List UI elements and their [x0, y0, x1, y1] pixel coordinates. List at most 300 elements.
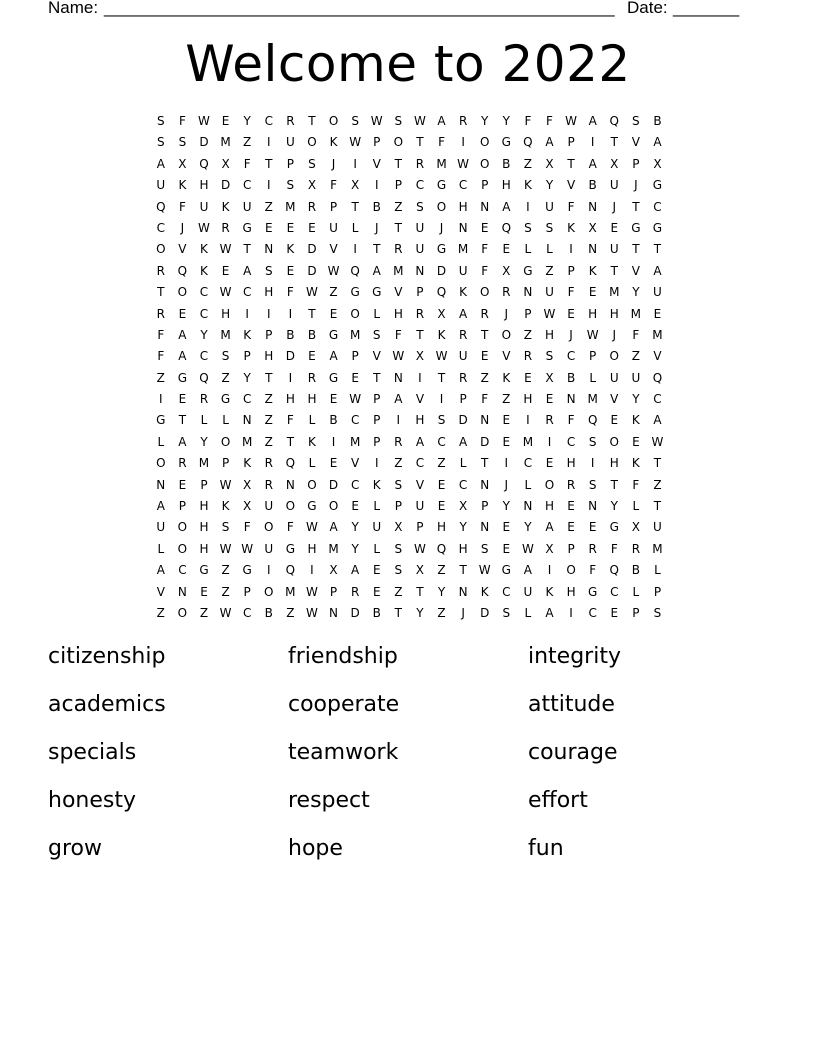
grid-letter: T: [394, 156, 402, 171]
grid-letter: A: [545, 135, 554, 150]
grid-letter: Q: [199, 370, 209, 385]
grid-letter: T: [394, 220, 402, 235]
grid-letter: F: [286, 413, 294, 428]
grid-letter: J: [374, 220, 379, 235]
grid-letter: A: [588, 156, 597, 171]
grid-letter: K: [545, 584, 554, 599]
grid-letter: W: [306, 584, 318, 599]
grid-letter: E: [588, 285, 597, 300]
grid-letter: E: [286, 220, 295, 235]
grid-letter: E: [610, 220, 619, 235]
grid-letter: M: [241, 434, 253, 449]
grid-letter: T: [308, 306, 316, 321]
grid-letter: Z: [502, 392, 511, 407]
grid-letter: R: [221, 220, 230, 235]
grid-letter: Q: [177, 263, 188, 278]
grid-letter: W: [586, 327, 599, 342]
grid-letter: P: [373, 434, 381, 449]
grid-letter: P: [589, 349, 597, 364]
grid-letter: R: [502, 285, 511, 300]
grid-letter: E: [329, 392, 338, 407]
grid-letter: W: [219, 541, 232, 556]
grid-letter: C: [502, 584, 511, 599]
grid-letter: G: [523, 263, 533, 278]
grid-row: [150, 175, 669, 196]
grid-letter: P: [567, 263, 575, 278]
grid-letter: H: [264, 285, 274, 300]
grid-letter: W: [219, 285, 232, 300]
grid-letter: I: [590, 456, 595, 471]
grid-letter: N: [588, 242, 598, 257]
word-list-item: teamwork: [288, 740, 399, 765]
grid-letter: I: [310, 563, 314, 578]
grid-letter: B: [286, 327, 295, 342]
grid-letter: L: [308, 413, 316, 428]
grid-letter: T: [416, 584, 424, 599]
grid-letter: C: [566, 434, 576, 449]
grid-letter: X: [394, 520, 403, 535]
grid-letter: L: [157, 434, 165, 449]
grid-row: [150, 346, 669, 367]
grid-letter: I: [396, 413, 401, 428]
grid-letter: X: [415, 563, 425, 578]
grid-letter: T: [632, 199, 640, 214]
grid-letter: T: [243, 242, 251, 257]
grid-letter: S: [351, 114, 359, 128]
grid-letter: S: [221, 520, 230, 535]
grid-letter: B: [566, 370, 576, 385]
grid-letter: P: [373, 413, 381, 428]
grid-letter: N: [177, 584, 187, 599]
grid-letter: Z: [286, 605, 295, 620]
grid-letter: F: [567, 413, 575, 428]
grid-letter: F: [567, 285, 575, 300]
grid-letter: H: [199, 520, 209, 535]
grid-letter: X: [351, 178, 360, 193]
grid-row: [150, 432, 669, 453]
grid-letter: J: [569, 327, 573, 342]
grid-letter: P: [567, 135, 575, 150]
grid-letter: W: [306, 520, 318, 535]
grid-letter: I: [569, 242, 573, 257]
grid-letter: Y: [502, 499, 510, 514]
grid-letter: N: [242, 413, 252, 428]
grid-letter: W: [651, 434, 664, 449]
grid-letter: J: [439, 220, 444, 235]
grid-letter: L: [373, 499, 381, 514]
grid-letter: H: [458, 199, 468, 214]
grid-letter: K: [588, 263, 597, 278]
grid-letter: C: [199, 285, 209, 300]
grid-letter: L: [524, 605, 532, 620]
grid-letter: W: [543, 306, 556, 321]
grid-letter: I: [547, 563, 552, 578]
grid-row: [150, 517, 669, 538]
grid-letter: F: [610, 541, 618, 556]
grid-letter: J: [331, 156, 336, 171]
grid-row: [150, 218, 669, 239]
grid-letter: P: [416, 285, 424, 300]
grid-letter: B: [307, 327, 317, 342]
grid-letter: P: [243, 349, 251, 364]
grid-letter: R: [394, 434, 403, 449]
grid-letter: G: [652, 178, 663, 193]
grid-letter: E: [437, 499, 446, 514]
grid-letter: F: [394, 327, 402, 342]
grid-letter: I: [331, 434, 336, 449]
grid-letter: W: [478, 563, 491, 578]
grid-letter: E: [178, 392, 187, 407]
grid-letter: A: [545, 605, 554, 620]
grid-letter: H: [523, 392, 533, 407]
grid-letter: P: [351, 349, 359, 364]
grid-row: [150, 496, 669, 517]
grid-letter: G: [436, 178, 447, 193]
grid-letter: I: [374, 456, 379, 471]
grid-letter: H: [588, 306, 598, 321]
grid-letter: W: [198, 114, 210, 128]
name-label: Name:: [48, 0, 99, 17]
grid-letter: E: [480, 220, 489, 235]
grid-row: [150, 154, 669, 175]
grid-letter: Q: [350, 263, 360, 278]
grid-letter: V: [415, 477, 425, 492]
grid-letter: K: [243, 327, 252, 342]
grid-letter: E: [372, 584, 381, 599]
grid-letter: I: [569, 605, 573, 620]
grid-letter: T: [610, 263, 618, 278]
grid-letter: I: [288, 306, 293, 321]
grid-letter: G: [609, 520, 619, 535]
grid-letter: U: [545, 199, 554, 214]
grid-letter: C: [242, 285, 252, 300]
grid-letter: I: [159, 392, 163, 407]
grid-letter: O: [307, 135, 317, 150]
grid-letter: S: [286, 178, 295, 193]
grid-letter: R: [286, 114, 295, 128]
word-list-item: courage: [528, 740, 618, 765]
grid-letter: C: [264, 114, 273, 128]
grid-letter: T: [481, 327, 489, 342]
grid-letter: H: [501, 178, 511, 193]
grid-letter: U: [264, 541, 274, 556]
grid-letter: M: [285, 199, 296, 214]
grid-letter: W: [370, 114, 383, 128]
grid-letter: H: [609, 306, 619, 321]
grid-letter: K: [200, 263, 208, 278]
grid-letter: G: [199, 563, 209, 578]
grid-letter: H: [415, 413, 425, 428]
grid-letter: S: [394, 541, 403, 556]
grid-letter: S: [545, 220, 554, 235]
grid-letter: T: [394, 605, 402, 620]
grid-letter: A: [523, 563, 532, 578]
grid-letter: A: [415, 434, 425, 449]
grid-letter: C: [242, 178, 252, 193]
word-list-item: attitude: [528, 692, 615, 717]
grid-letter: H: [221, 306, 231, 321]
grid-row: [150, 132, 669, 153]
grid-letter: R: [178, 456, 187, 471]
grid-letter: X: [243, 477, 252, 492]
grid-letter: K: [502, 370, 511, 385]
grid-letter: U: [156, 178, 166, 193]
grid-row: [150, 282, 669, 303]
grid-letter: A: [437, 114, 446, 128]
grid-letter: O: [501, 327, 512, 342]
grid-letter: P: [373, 392, 381, 407]
grid-letter: P: [329, 199, 338, 214]
grid-letter: T: [567, 156, 575, 171]
grid-letter: N: [566, 392, 576, 407]
grid-letter: M: [198, 456, 210, 471]
grid-letter: D: [307, 263, 317, 278]
grid-letter: P: [632, 156, 640, 171]
grid-letter: R: [307, 370, 317, 385]
grid-letter: V: [394, 285, 403, 300]
word-list: [48, 640, 768, 880]
grid-letter: W: [198, 220, 210, 235]
grid-letter: S: [394, 563, 403, 578]
grid-letter: S: [588, 477, 597, 492]
grid-letter: K: [329, 135, 338, 150]
grid-row: [150, 539, 669, 560]
grid-letter: M: [220, 135, 231, 150]
grid-letter: F: [243, 520, 251, 535]
grid-letter: L: [222, 413, 229, 428]
word-list-item: friendship: [288, 644, 398, 669]
grid-letter: E: [178, 477, 187, 492]
grid-letter: B: [372, 605, 381, 620]
grid-letter: E: [437, 477, 446, 492]
grid-letter: Z: [523, 156, 532, 171]
grid-letter: M: [349, 434, 361, 449]
grid-letter: U: [415, 242, 425, 257]
grid-letter: N: [588, 199, 598, 214]
grid-letter: K: [221, 499, 230, 514]
grid-letter: H: [307, 392, 317, 407]
grid-letter: H: [393, 306, 403, 321]
grid-letter: Q: [436, 285, 447, 300]
grid-letter: C: [458, 178, 468, 193]
grid-letter: H: [609, 456, 619, 471]
grid-letter: Y: [632, 285, 640, 300]
grid-letter: R: [458, 327, 468, 342]
grid-letter: A: [178, 434, 187, 449]
grid-letter: T: [308, 114, 316, 128]
grid-letter: O: [393, 135, 404, 150]
grid-letter: B: [653, 114, 662, 128]
grid-letter: B: [264, 605, 273, 620]
grid-letter: F: [546, 114, 553, 128]
grid-letter: Z: [437, 563, 446, 578]
grid-letter: W: [413, 114, 426, 128]
grid-letter: Y: [416, 605, 424, 620]
grid-letter: I: [461, 135, 465, 150]
grid-letter: M: [609, 285, 620, 300]
grid-letter: O: [177, 520, 188, 535]
grid-letter: Q: [285, 563, 296, 578]
grid-letter: G: [156, 413, 166, 428]
grid-letter: R: [350, 584, 360, 599]
grid-letter: U: [285, 135, 295, 150]
grid-letter: C: [415, 178, 425, 193]
grid-letter: L: [654, 563, 661, 578]
grid-letter: X: [610, 156, 619, 171]
grid-letter: Z: [437, 456, 446, 471]
grid-letter: N: [264, 242, 274, 257]
grid-letter: N: [480, 477, 490, 492]
grid-letter: V: [610, 392, 619, 407]
page-title: Welcome to 2022: [185, 35, 631, 93]
grid-letter: Q: [587, 413, 598, 428]
grid-letter: I: [526, 413, 530, 428]
grid-letter: H: [544, 499, 554, 514]
grid-letter: F: [438, 135, 445, 150]
grid-letter: U: [653, 520, 662, 535]
grid-letter: C: [437, 434, 446, 449]
grid-letter: X: [545, 156, 554, 171]
grid-letter: J: [612, 199, 617, 214]
grid-letter: Q: [501, 220, 512, 235]
grid-letter: M: [587, 392, 598, 407]
grid-letter: K: [372, 477, 381, 492]
grid-letter: A: [545, 520, 554, 535]
grid-letter: P: [567, 541, 575, 556]
grid-letter: X: [458, 499, 468, 514]
grid-letter: V: [178, 242, 187, 257]
grid-letter: O: [436, 199, 447, 214]
grid-letter: H: [458, 541, 468, 556]
grid-letter: R: [199, 392, 209, 407]
grid-letter: X: [631, 520, 640, 535]
grid-letter: V: [502, 349, 511, 364]
grid-letter: G: [242, 220, 252, 235]
grid-letter: T: [373, 242, 381, 257]
grid-letter: W: [327, 263, 340, 278]
grid-letter: F: [632, 477, 640, 492]
grid-letter: K: [200, 242, 208, 257]
grid-letter: Y: [632, 392, 640, 407]
grid-row: [150, 389, 669, 410]
grid-letter: N: [480, 413, 490, 428]
grid-letter: S: [178, 135, 187, 150]
grid-letter: J: [612, 327, 617, 342]
grid-letter: Z: [221, 584, 230, 599]
grid-letter: R: [458, 114, 468, 128]
grid-letter: H: [199, 541, 209, 556]
grid-letter: S: [394, 477, 403, 492]
grid-letter: M: [522, 434, 534, 449]
grid-letter: C: [523, 456, 533, 471]
grid-letter: A: [653, 263, 662, 278]
grid-letter: E: [372, 563, 381, 578]
grid-letter: O: [609, 349, 619, 364]
grid-letter: G: [307, 499, 317, 514]
grid-letter: M: [349, 327, 361, 342]
grid-letter: F: [481, 242, 489, 257]
grid-letter: A: [653, 135, 662, 150]
grid-letter: U: [415, 220, 425, 235]
grid-letter: O: [285, 499, 296, 514]
grid-letter: Y: [545, 178, 554, 193]
grid-letter: M: [285, 584, 296, 599]
grid-letter: P: [459, 392, 467, 407]
grid-letter: V: [351, 456, 360, 471]
grid-letter: O: [307, 477, 317, 492]
grid-letter: K: [459, 285, 468, 300]
grid-letter: T: [416, 327, 424, 342]
grid-letter: P: [373, 135, 381, 150]
grid-letter: R: [156, 263, 165, 278]
grid-letter: F: [178, 199, 186, 214]
grid-letter: M: [652, 327, 663, 342]
grid-letter: X: [221, 156, 230, 171]
grid-letter: Z: [480, 370, 489, 385]
grid-letter: D: [285, 349, 295, 364]
grid-letter: W: [219, 477, 232, 492]
grid-letter: E: [567, 499, 575, 514]
grid-letter: S: [480, 541, 489, 556]
grid-letter: S: [308, 156, 316, 171]
grid-letter: E: [351, 370, 359, 385]
grid-letter: I: [418, 370, 422, 385]
grid-letter: L: [351, 220, 359, 235]
grid-letter: I: [266, 135, 271, 150]
grid-letter: F: [157, 349, 165, 364]
grid-letter: V: [372, 349, 381, 364]
grid-letter: I: [547, 434, 552, 449]
grid-letter: Y: [243, 114, 251, 128]
grid-letter: M: [393, 263, 404, 278]
grid-letter: C: [350, 477, 360, 492]
grid-letter: D: [220, 178, 231, 193]
grid-letter: N: [480, 199, 490, 214]
grid-letter: D: [436, 263, 447, 278]
grid-letter: A: [243, 263, 252, 278]
grid-letter: T: [632, 242, 640, 257]
grid-letter: Q: [523, 135, 533, 150]
grid-letter: O: [264, 520, 274, 535]
grid-letter: Y: [437, 584, 446, 599]
grid-letter: T: [459, 563, 467, 578]
grid-letter: E: [480, 349, 489, 364]
grid-letter: A: [156, 156, 165, 171]
grid-letter: T: [653, 499, 662, 514]
word-list-item: cooperate: [288, 692, 400, 717]
grid-letter: Z: [199, 605, 209, 620]
word-list-item: fun: [528, 836, 564, 861]
grid-letter: L: [373, 541, 381, 556]
grid-letter: O: [328, 499, 339, 514]
grid-letter: T: [416, 135, 424, 150]
grid-letter: E: [286, 263, 295, 278]
grid-letter: C: [350, 413, 360, 428]
grid-letter: P: [524, 306, 532, 321]
word-list-item: hope: [288, 836, 343, 861]
grid-letter: K: [178, 178, 187, 193]
grid-letter: V: [653, 349, 662, 364]
grid-letter: Z: [264, 413, 273, 428]
grid-letter: N: [523, 285, 533, 300]
grid-letter: P: [265, 327, 273, 342]
grid-letter: O: [264, 584, 274, 599]
grid-letter: O: [220, 434, 231, 449]
grid-letter: B: [588, 178, 597, 193]
grid-letter: S: [653, 605, 662, 620]
grid-letter: P: [178, 499, 187, 514]
word-list-item: integrity: [528, 644, 621, 669]
